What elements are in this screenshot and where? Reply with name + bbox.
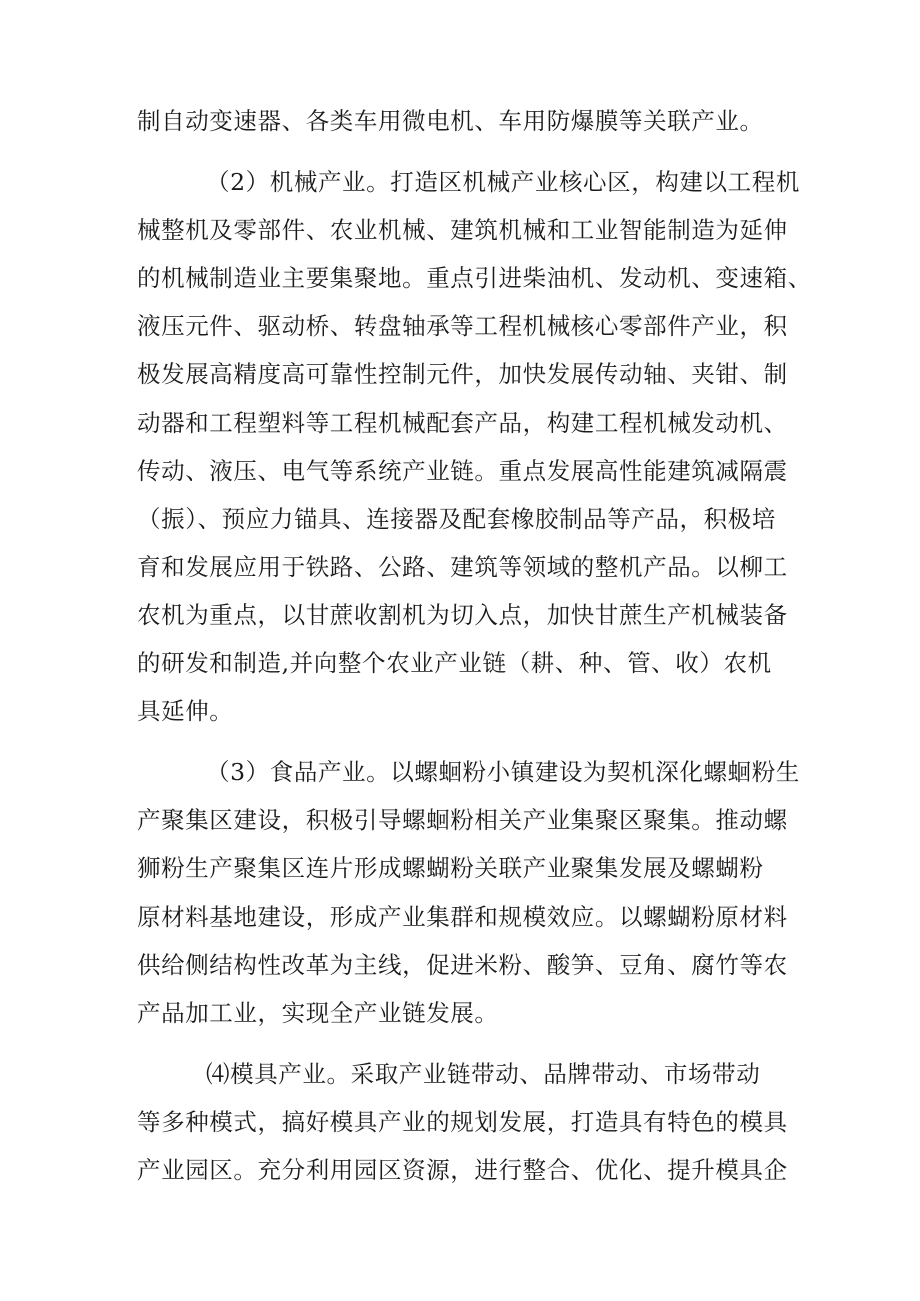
text-line: 产聚集区建设，积极引导螺蛔粉相关产业集聚区聚集。推动螺 [137,806,788,835]
text-line: （2）机械产业。打造区机械产业核心区，构建以工程机 [206,168,800,197]
paragraph-continuation [137,97,797,145]
text-line: 育和发展应用于铁路、公路、建筑等领域的整机产品。以柳工 [137,552,788,581]
text-line: 制自动变速器、各类车用微电机、车用防爆膜等关联产业。 [137,107,764,135]
paragraph-mold-industry [137,1050,797,1194]
text-line: 产品加工业，实现全产业链发展。 [137,998,499,1027]
text-line: 狮粉生产聚集区连片形成螺蝴粉关联产业聚集发展及螺蝴粉 [137,854,764,883]
text-line: （3）食品产业。以螺蛔粉小镇建设为契机深化螺蛔粉生 [206,758,800,787]
paragraph-food-industry [137,748,800,1037]
text-line: 械整机及零部件、农业机械、建筑机械和工业智能制造为延伸 [137,216,788,245]
text-line: 动器和工程塑料等工程机械配套产品，构建工程机械发动机、 [137,408,788,437]
text-line: 液压元件、驱动桥、转盘轴承等工程机械核心零部件产业，积 [137,312,788,341]
paragraph-gap [137,1037,797,1050]
text-line: 传动、液压、电气等系统产业链。重点发展高性能建筑减隔震 [137,456,788,485]
text-line: 的机械制造业主要集聚地。重点引进柴油机、发动机、变速箱、 [137,264,812,293]
paragraph-machinery-industry [137,158,812,735]
text-line: 原材料基地建设，形成产业集群和规模效应。以螺蝴粉原材料 [137,902,788,931]
text-line: 供给侧结构性改革为主线，促进米粉、酸笋、豆角、腐竹等农 [137,950,788,979]
text-line: （振）、预应力锚具、连接器及配套橡胶制品等产品，积极培 [137,504,776,533]
text-line: 的研发和制造,并向整个农业产业链（耕、种、管、收）农机 [137,649,772,678]
text-line: 极发展高精度高可靠性控制元件，加快发展传动轴、夹钳、制 [137,360,788,389]
text-line: 农机为重点，以甘蔗收割机为切入点，加快甘蔗生产机械装备 [137,600,788,629]
text-line: ⑷模具产业。采取产业链带动、品牌带动、市场带动 [206,1059,761,1088]
paragraph-gap [137,145,797,158]
text-line: 产业园区。充分利用园区资源，进行整合、优化、提升模具企 [137,1155,788,1184]
text-line: 等多种模式，搞好模具产业的规划发展，打造具有特色的模具 [137,1107,788,1136]
document-body [137,97,812,1194]
paragraph-gap [137,735,797,748]
text-line: 具延伸。 [137,697,234,726]
